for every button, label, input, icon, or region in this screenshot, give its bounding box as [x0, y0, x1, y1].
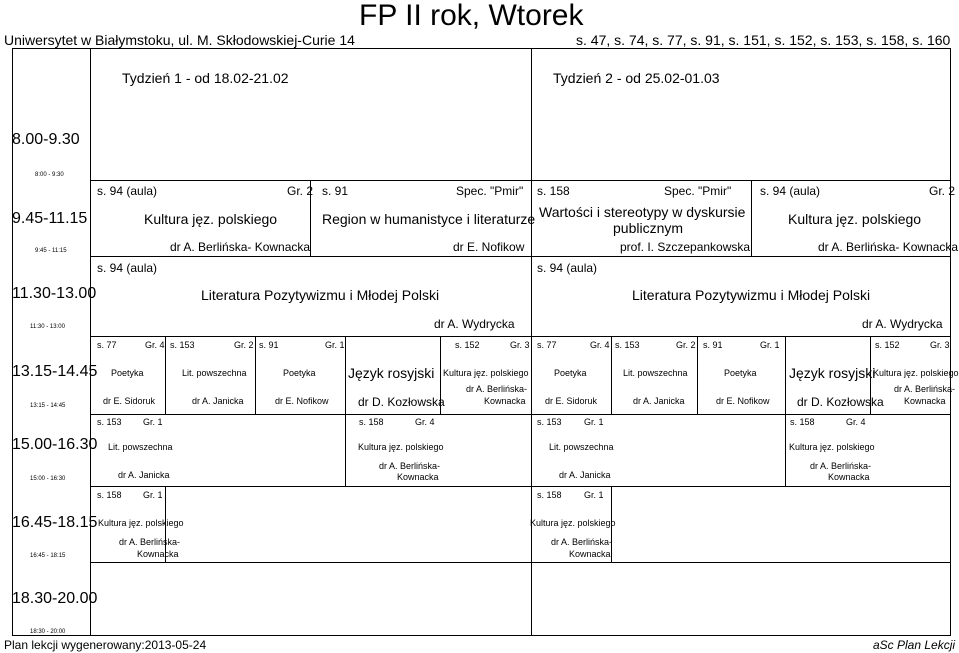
page-title: FP II rok, Wtorek	[359, 0, 584, 32]
teacher: dr E. Nofikow	[716, 396, 770, 406]
cell-divider	[785, 336, 786, 414]
room: s. 94 (aula)	[537, 261, 598, 275]
group: Gr. 2	[929, 184, 956, 198]
subject: Lit. powszechna	[182, 368, 247, 378]
teacher: dr D. Kozłowska	[358, 395, 445, 409]
slot-label: 13.15-14.45	[12, 363, 98, 380]
teacher: dr A. Berlińska-	[119, 537, 181, 547]
teacher-cont: Kownacka	[397, 472, 439, 482]
group: Gr. 3	[510, 340, 530, 350]
slot-label: 15.00-16.30	[12, 436, 98, 453]
group: Gr. 3	[930, 340, 950, 350]
teacher: dr A. Berlińska-	[810, 461, 872, 471]
room: s. 77	[97, 340, 117, 350]
room: s. 158	[790, 417, 815, 427]
cell-divider	[345, 414, 346, 486]
teacher: dr E. Nofikow	[453, 240, 525, 254]
week-1-header: Tydzień 1 - od 18.02-21.02	[122, 70, 289, 86]
teacher: dr A. Janicka	[118, 470, 170, 480]
room: s. 152	[875, 340, 900, 350]
subject: Wartości i stereotypy w dyskursie	[539, 204, 746, 220]
group: Gr. 2	[234, 340, 254, 350]
room: s. 158	[537, 490, 562, 500]
brand-link[interactable]: aSc Plan Lekcji	[873, 638, 956, 652]
subject: Lit. powszechna	[623, 368, 688, 378]
cell-divider	[611, 336, 612, 414]
teacher: prof. I. Szczepankowska	[620, 240, 751, 254]
col-divider	[90, 48, 91, 636]
group: Gr. 4	[415, 417, 435, 427]
week-2-header: Tydzień 2 - od 25.02-01.03	[553, 70, 720, 86]
group: Gr. 4	[846, 417, 866, 427]
group: Gr. 1	[584, 417, 604, 427]
slot-label: 9.45-11.15	[12, 210, 88, 227]
teacher: dr A. Janicka	[192, 396, 244, 406]
room: s. 91	[259, 340, 279, 350]
slot-time-small: 13:15 - 14:45	[30, 403, 66, 409]
row-divider	[90, 180, 951, 181]
teacher: dr A. Berlińska-	[379, 461, 441, 471]
subject: Kultura jęz. polskiego	[789, 442, 875, 452]
slot-label: 11.30-13.00	[12, 285, 97, 302]
room: s. 158	[359, 417, 384, 427]
subject: Kultura jęz. polskiego	[358, 442, 444, 452]
row-divider	[90, 562, 951, 563]
group: Gr. 1	[143, 417, 163, 427]
room: s. 158	[537, 184, 570, 198]
row-divider	[90, 414, 951, 415]
room: s. 153	[170, 340, 195, 350]
row-divider	[90, 486, 951, 487]
teacher: dr D. Kozłowska	[797, 395, 884, 409]
room: s. 158	[97, 490, 122, 500]
group: Gr. 2	[287, 184, 314, 198]
room: s. 91	[703, 340, 723, 350]
room: s. 77	[537, 340, 557, 350]
subject: Język rosyjski	[789, 365, 876, 381]
slot-label: 8.00-9.30	[12, 131, 80, 148]
room: s. 91	[322, 184, 349, 198]
cell-divider	[785, 414, 786, 486]
teacher-cont: Kownacka	[137, 549, 179, 559]
col-divider	[531, 48, 532, 636]
teacher: dr A. Berlińska-	[551, 537, 613, 547]
group: Gr. 1	[143, 490, 163, 500]
group: Gr. 1	[760, 340, 780, 350]
teacher: dr A. Berlińska-	[466, 384, 528, 394]
room: s. 153	[615, 340, 640, 350]
subject: Poetyka	[283, 368, 316, 378]
slot-label: 16.45-18.15	[12, 514, 98, 531]
teacher: dr A. Wydrycka	[862, 317, 943, 331]
subject: Kultura jęz. polskiego	[530, 518, 616, 528]
cell-divider	[697, 336, 698, 414]
subject: Region w humanistyce i literaturze	[322, 211, 536, 227]
subject: Poetyka	[724, 368, 757, 378]
teacher: dr A. Berlińska- Kownacka	[818, 240, 959, 254]
slot-time-small: 8:00 - 9:30	[35, 172, 64, 178]
cell-divider	[255, 336, 256, 414]
subject: Poetyka	[554, 368, 587, 378]
subject: Kultura jęz. polskiego	[98, 518, 184, 528]
teacher: dr A. Berlińska-	[894, 384, 956, 394]
subject: Kultura jęz. polskiego	[443, 368, 529, 378]
teacher: dr A. Janicka	[633, 396, 685, 406]
subject: Kultura jęz. polskiego	[788, 211, 922, 227]
slot-time-small: 11:30 - 13:00	[30, 324, 65, 330]
room: s. 153	[537, 417, 562, 427]
subject: Lit. powszechna	[108, 442, 173, 452]
room-list: s. 47, s. 74, s. 77, s. 91, s. 151, s. 152, s. 153, s. 158, s. 160	[576, 32, 951, 48]
group: Gr. 4	[145, 340, 165, 350]
subject: Kultura jęz. polskiego	[144, 211, 278, 227]
teacher: dr E. Sidoruk	[103, 396, 156, 406]
generated-note: Plan lekcji wygenerowany:2013-05-24	[4, 638, 207, 652]
teacher-cont: Kownacka	[904, 396, 946, 406]
slot-time-small: 9:45 - 11:15	[35, 248, 67, 254]
slot-label: 18.30-20.00	[12, 590, 98, 607]
teacher-cont: Kownacka	[569, 549, 611, 559]
group: Spec. "Pmir"	[664, 184, 732, 198]
subject: Lit. powszechna	[549, 442, 614, 452]
room: s. 94 (aula)	[760, 184, 821, 198]
slot-time-small: 18:30 - 20:00	[30, 629, 66, 635]
cell-divider	[751, 180, 752, 256]
subject: Język rosyjski	[348, 365, 435, 381]
slot-time-small: 15:00 - 16:30	[30, 476, 66, 482]
group: Gr. 1	[584, 490, 604, 500]
subject-cont: publicznym	[613, 220, 684, 236]
group: Gr. 1	[325, 340, 345, 350]
room: s. 152	[455, 340, 480, 350]
subject: Poetyka	[111, 368, 144, 378]
teacher-cont: Kownacka	[484, 396, 526, 406]
teacher: dr A. Wydrycka	[434, 317, 515, 331]
address: Uniwersytet w Białymstoku, ul. M. Skłodowskiej-Curie 14	[4, 32, 355, 48]
subject: Literatura Pozytywizmu i Młodej Polski	[201, 287, 440, 303]
room: s. 153	[97, 417, 122, 427]
group: Gr. 4	[590, 340, 610, 350]
cell-divider	[165, 336, 166, 414]
teacher: dr E. Nofikow	[275, 396, 329, 406]
group: Spec. "Pmir"	[456, 184, 524, 198]
subject: Kultura jęz. polskiego	[873, 368, 959, 378]
row-divider	[90, 256, 951, 257]
teacher: dr A. Berlińska- Kownacka	[170, 240, 311, 254]
cell-divider	[345, 336, 346, 414]
teacher: dr E. Sidoruk	[545, 396, 598, 406]
row-divider	[90, 336, 951, 337]
room: s. 94 (aula)	[97, 261, 158, 275]
teacher: dr A. Janicka	[559, 470, 611, 480]
slot-time-small: 16:45 - 18:15	[30, 553, 66, 559]
group: Gr. 2	[676, 340, 696, 350]
room: s. 94 (aula)	[97, 184, 158, 198]
teacher-cont: Kownacka	[828, 472, 870, 482]
subject: Literatura Pozytywizmu i Młodej Polski	[632, 287, 871, 303]
